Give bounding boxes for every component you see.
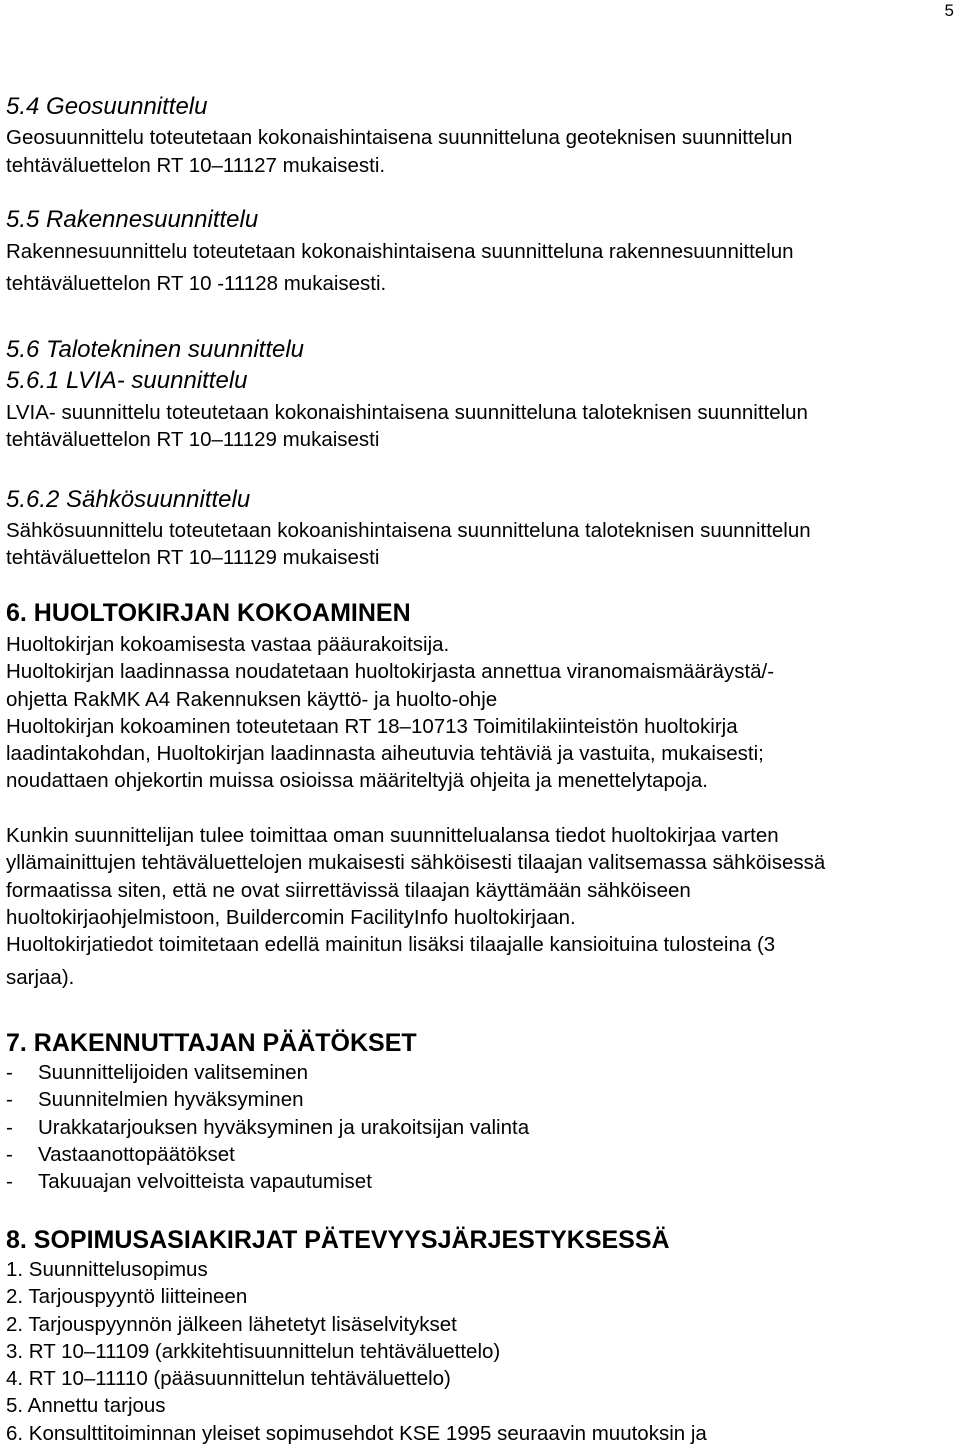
list-item [6,1059,529,1086]
paragraph-line: Huoltokirjan laadinnassa noudatetaan huoltokirjasta annettua viranomaismääräystä/- [6,660,775,684]
section-5-6-1-line: tehtäväluettelon RT 10–11129 mukaisesti [6,428,380,451]
section-5-6-heading: 5.6 Talotekninen suunnittelu [6,336,305,363]
dash-bullet: - [6,1170,13,1194]
list-item: 2. Tarjouspyynnön jälkeen lähetetyt lisäselvitykset [6,1312,457,1336]
list-item [6,1086,529,1113]
section-5-6-1-line: LVIA- suunnittelu toteutetaan kokonaishintaisena suunnitteluna taloteknisen suunnittelun [6,401,808,424]
list-item: 5. Annettu tarjous [6,1394,166,1418]
section-6-paragraph-2 [6,822,825,992]
list-item: 4. RT 10–11110 (pääsuunnittelun tehtäväluettelo) [6,1367,451,1391]
paragraph-line: formaatissa siten, että ne ovat siirrettävissä tilaajan käyttämään sähköiseen [6,878,691,902]
section-8-list [6,1256,707,1447]
section-5-6-2-line: Sähkösuunnittelu toteutetaan kokoanishintaisena suunnitteluna taloteknisen suunnittelun [6,519,811,542]
list-item-text: Vastaanottopäätökset [38,1142,235,1166]
paragraph-line: huoltokirjaohjelmistoon, Buildercomin FacilityInfo huoltokirjaan. [6,905,576,929]
page-number: 5 [944,1,954,20]
paragraph-line: laadintakohdan, Huoltokirjan laadinnasta aiheutuvia tehtäviä ja vastuita, mukaisesti; [6,742,764,766]
list-item [6,1114,529,1141]
section-7-list [6,1059,529,1195]
paragraph-line: sarjaa). [6,966,75,990]
paragraph-line: ohjetta RakMK A4 Rakennuksen käyttö- ja huolto-ohje [6,687,498,711]
list-item [6,1168,529,1195]
paragraph-line: yllämainittujen tehtäväluettelojen mukaisesti sähköisesti tilaajan valitsemassa sähköisessä [6,851,826,875]
section-5-6-2-line: tehtäväluettelon RT 10–11129 mukaisesti [6,546,380,569]
paragraph-line: Huoltokirjatiedot toimitetaan edellä mainitun lisäksi tilaajalle kansioituina tulosteina (3 [6,933,776,957]
list-item [6,1141,529,1168]
section-8-heading: 8. SOPIMUSASIAKIRJAT PÄTEVYYSJÄRJESTYKSESSÄ [6,1226,670,1254]
section-6-paragraph-1 [6,631,774,795]
section-5-5-heading: 5.5 Rakennesuunnittelu [6,206,259,233]
list-item-text: Suunnittelijoiden valitseminen [38,1061,309,1084]
dash-bullet: - [6,1115,13,1139]
section-5-4-line: tehtäväluettelon RT 10–11127 mukaisesti. [6,154,386,177]
section-5-5-line: tehtäväluettelon RT 10 -11128 mukaisesti. [6,272,387,295]
paragraph-line: Huoltokirjan kokoamisesta vastaa pääurakoitsija. [6,633,450,656]
section-5-6-2-heading: 5.6.2 Sähkösuunnittelu [6,486,251,513]
list-item: 1. Suunnittelusopimus [6,1258,208,1281]
section-7-heading: 7. RAKENNUTTAJAN PÄÄTÖKSET [6,1029,417,1057]
paragraph-line: Huoltokirjan kokoaminen toteutetaan RT 18–10713 Toimitilakiinteistön huoltokirja [6,714,738,738]
section-5-5-line: Rakennesuunnittelu toteutetaan kokonaishintaisena suunnitteluna rakennesuunnittelun [6,240,794,263]
list-item-text: Urakkatarjouksen hyväksyminen ja urakoitsijan valinta [38,1115,530,1139]
section-5-6-1-heading: 5.6.1 LVIA- suunnittelu [6,367,248,394]
list-item-text: Takuuajan velvoitteista vapautumiset [38,1170,372,1194]
dash-bullet: - [6,1061,13,1084]
section-5-4-line: Geosuunnittelu toteutetaan kokonaishintaisena suunnitteluna geoteknisen suunnittelun [6,126,793,149]
list-item: 6. Konsulttitoiminnan yleiset sopimusehdot KSE 1995 seuraavin muutoksin ja [6,1421,707,1445]
section-5-4-heading: 5.4 Geosuunnittelu [6,93,208,120]
dash-bullet: - [6,1088,13,1112]
list-item-text: Suunnitelmien hyväksyminen [38,1088,304,1112]
paragraph-line: noudattaen ohjekortin muissa osioissa määriteltyjä ohjeita ja menettelytapoja. [6,769,708,793]
list-item: 3. RT 10–11109 (arkkitehtisuunnittelun tehtäväluettelo) [6,1339,501,1363]
list-item: 2. Tarjouspyyntö liitteineen [6,1285,248,1309]
dash-bullet: - [6,1142,13,1166]
paragraph-line: Kunkin suunnittelijan tulee toimittaa oman suunnittelualansa tiedot huoltokirjaa varten [6,824,779,847]
section-6-heading: 6. HUOLTOKIRJAN KOKOAMINEN [6,599,411,627]
